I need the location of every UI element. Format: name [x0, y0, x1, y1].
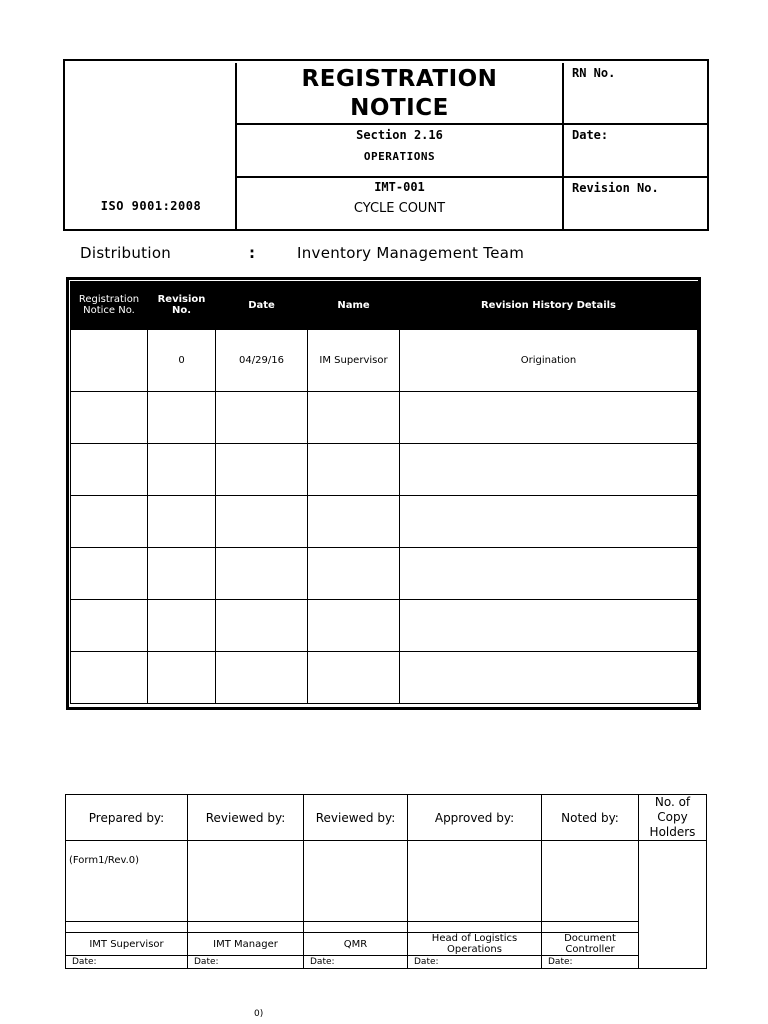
table-cell [148, 496, 216, 548]
footer-text: 0) [254, 1009, 264, 1019]
revision-table [70, 281, 698, 704]
copy-holders-header: No. of Copy Holders [639, 795, 707, 841]
document-title [237, 65, 562, 123]
table-cell: Origination [400, 330, 698, 392]
header-block [63, 59, 709, 231]
table-cell: 0 [148, 330, 216, 392]
approved-by-header: Approved by: [408, 795, 542, 841]
signature-cell [304, 841, 408, 922]
table-cell [308, 392, 400, 444]
distribution-label: Distribution [80, 244, 172, 262]
table-cell: 04/29/16 [216, 330, 308, 392]
copy-holders-cell [639, 841, 707, 969]
table-cell [216, 444, 308, 496]
table-cell [71, 600, 148, 652]
noted-by-header: Noted by: [542, 795, 639, 841]
table-cell [71, 548, 148, 600]
table-cell [400, 392, 698, 444]
col-registration-notice: Registration Notice No. [71, 281, 148, 330]
col-date: Date [216, 281, 308, 330]
role-row [66, 933, 707, 956]
distribution-colon: : [249, 244, 256, 262]
table-row [71, 330, 698, 392]
table-cell [216, 652, 308, 704]
table-cell [148, 600, 216, 652]
date-field: Date: [304, 956, 408, 969]
date-field: Date: [66, 956, 188, 969]
table-cell [216, 548, 308, 600]
table-row [71, 548, 698, 600]
form-reference: (Form1/Rev.0) [66, 841, 188, 922]
table-cell [71, 652, 148, 704]
table-cell [308, 444, 400, 496]
spacer-cell [408, 922, 542, 933]
signature-row [66, 841, 707, 922]
spacer-row [66, 922, 707, 933]
role-reviewed-2: QMR [304, 933, 408, 956]
doc-code-cell [237, 178, 562, 229]
revision-table-header [71, 281, 698, 330]
reviewed-by-header: Reviewed by: [304, 795, 408, 841]
table-cell [148, 392, 216, 444]
prepared-by-header: Prepared by: [66, 795, 188, 841]
table-cell [400, 548, 698, 600]
approval-header-row [66, 795, 707, 841]
section-name: OPERATIONS [363, 150, 436, 163]
table-cell [308, 548, 400, 600]
table-cell [400, 496, 698, 548]
doc-title: CYCLE COUNT [353, 201, 446, 216]
iso-cell [67, 63, 237, 229]
col-revision-history: Revision History Details [400, 281, 698, 330]
spacer-cell [304, 922, 408, 933]
col-name: Name [308, 281, 400, 330]
revision-cell [562, 178, 707, 229]
revision-label: Revision No. [572, 181, 659, 195]
table-row [71, 444, 698, 496]
table-cell [400, 444, 698, 496]
table-cell [308, 496, 400, 548]
table-row [71, 600, 698, 652]
title-cell [237, 63, 562, 125]
table-cell [308, 652, 400, 704]
signature-cell [542, 841, 639, 922]
date-row [66, 956, 707, 969]
table-row [71, 652, 698, 704]
table-cell [400, 652, 698, 704]
date-cell [562, 125, 707, 178]
signature-cell [408, 841, 542, 922]
spacer-cell [66, 922, 188, 933]
table-row [71, 496, 698, 548]
approval-table [65, 794, 707, 969]
date-field: Date: [542, 956, 639, 969]
table-cell: IM Supervisor [308, 330, 400, 392]
date-label: Date: [572, 128, 609, 142]
table-cell [71, 444, 148, 496]
table-cell [216, 496, 308, 548]
signature-cell [188, 841, 304, 922]
spacer-cell [188, 922, 304, 933]
iso-standard: ISO 9001:2008 [100, 199, 202, 213]
doc-code: IMT-001 [374, 180, 425, 194]
table-cell [148, 548, 216, 600]
table-cell [216, 392, 308, 444]
title-line-2: NOTICE [350, 95, 449, 121]
role-reviewed-1: IMT Manager [188, 933, 304, 956]
table-cell [148, 652, 216, 704]
table-cell [400, 600, 698, 652]
rn-cell [562, 63, 707, 125]
table-cell [216, 600, 308, 652]
table-row [71, 392, 698, 444]
table-cell [148, 444, 216, 496]
col-revision-no: Revision No. [148, 281, 216, 330]
role-prepared: IMT Supervisor [66, 933, 188, 956]
table-cell [308, 600, 400, 652]
reviewed-by-header: Reviewed by: [188, 795, 304, 841]
title-line-1: REGISTRATION [301, 66, 498, 92]
table-cell [71, 330, 148, 392]
date-field: Date: [408, 956, 542, 969]
date-field: Date: [188, 956, 304, 969]
distribution-value: Inventory Management Team [297, 244, 525, 262]
role-approved: Head of Logistics Operations [408, 933, 542, 956]
table-cell [71, 392, 148, 444]
section-number: Section 2.16 [356, 128, 443, 142]
table-cell [71, 496, 148, 548]
rn-label: RN No. [572, 66, 616, 80]
role-noted: Document Controller [542, 933, 639, 956]
section-cell [237, 125, 562, 178]
spacer-cell [542, 922, 639, 933]
